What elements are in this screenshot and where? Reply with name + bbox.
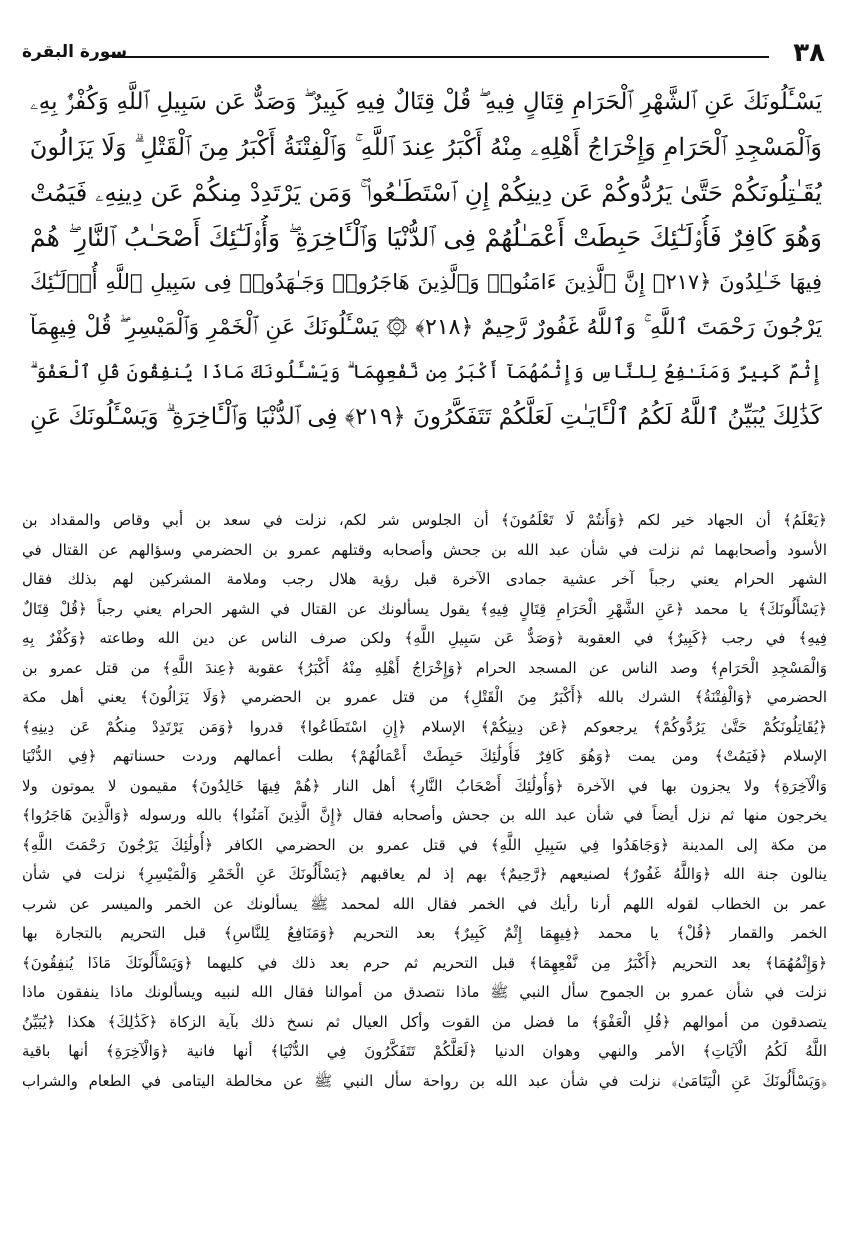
page-number: ٣٨ — [793, 38, 825, 68]
tafsir-line: الشهر الحرام يعني رجباً آخر عشية جمادى الآخرة قبل رؤية هلال رجب وملامة المشركين لهم بذلك فقال — [22, 570, 827, 588]
quran-line: إِثْمٌ كَبِيرٌ وَمَنَـٰفِعُ لِلنَّاسِ وَإِثْمُهُمَآ أَكْبَرُ مِن نَّفْعِهِمَا ۗ وَيَسْـَٔلُونَكَ مَاذَا يُنفِقُونَ قُلِ ٱلْعَفْوَ ۗ — [30, 361, 822, 383]
tafsir-line: ﴿يَعْلَمُ﴾ أن الجهاد خير لكم ﴿وَأَنتُمْ لَا تَعْلَمُونَ﴾ أن الجلوس شر لكم، نزلت في سعد بن أبي وقاص والمقداد بن — [22, 511, 827, 529]
tafsir-line: الأسود وأصحابهما ثم نزلت في شأن عبد الله بن جحش وأصحابه وقتلهم عمرو بن الحضرمي وسؤالهم عن القتال في — [22, 540, 827, 559]
tafsir-line: عمر بن الخطاب لقوله اللهم أرنا رأيك في الخمر فقال الله لمحمد ﷺ يسألونك عن الخمر والميسر عن شرب — [22, 894, 827, 913]
header-rule — [112, 56, 769, 58]
tafsir-line: وَالْآخِرَةِ﴾ ولا يجزون بها في الآخرة ﴿وَأُولَٰئِكَ أَصْحَابُ النَّارِ﴾ أهل النار ﴿هُمْ فِيهَا خَالِدُونَ﴾ مقيمون لا يموتون ولا — [22, 776, 827, 795]
quran-line: وَٱلْمَسْجِدِ ٱلْحَرَامِ وَإِخْرَاجُ أَهْلِهِۦ مِنْهُ أَكْبَرُ عِندَ ٱللَّهِ ۚ وَٱلْفِتْنَةُ أَكْبَرُ مِنَ ٱلْقَتْلِ ۗ وَلَا يَزَالُونَ — [30, 133, 822, 161]
tafsir-line: ﴿وَإِثْمُهُمَا﴾ بعد التحريم ﴿أَكْبَرُ مِن نَّفْعِهِمَا﴾ قبل التحريم ثم حرم بعد ذلك في كليهما ﴿وَيَسْأَلُونَكَ مَاذَا يُنفِقُونَ﴾ — [22, 953, 827, 972]
quran-line: يَرْجُونَ رَحْمَتَ ٱللَّهِ ۚ وَٱللَّهُ غَفُورٌ رَّحِيمٌ ﴿٢١٨﴾ ۞ يَسْـَٔلُونَكَ عَنِ ٱلْخَمْرِ وَٱلْمَيْسِرِ ۖ قُلْ فِيهِمَآ — [30, 315, 822, 340]
tafsir-line: وَالْمَسْجِدِ الْحَرَامِ﴾ وصد الناس عن المسجد الحرام ﴿وَإِخْرَاجُ أَهْلِهِ مِنْهُ أَكْبَرُ﴾ عقوبة ﴿عِندَ اللَّهِ﴾ من قتل عمرو بن — [22, 658, 827, 677]
tafsir-line: من مكة إلى المدينة ﴿وَجَاهَدُوا فِي سَبِيلِ اللَّهِ﴾ في قتل عمرو بن الحضرمي الكافر ﴿أُولَٰئِكَ يَرْجُونَ رَحْمَتَ اللَّهِ﴾ — [22, 835, 827, 854]
quran-text-block — [30, 80, 822, 480]
tafsir-line: اللَّهُ لَكُمُ الْآيَاتِ﴾ الأمر والنهي وهوان الدنيا ﴿لَعَلَّكُمْ تَتَفَكَّرُونَ فِي الدُّنْيَا﴾ أنها فانية ﴿وَالْآخِرَةِ﴾ أنها باقية — [22, 1042, 827, 1060]
tafsir-line: ينالون جنة الله ﴿وَاللَّهُ غَفُورٌ﴾ لصنيعهم ﴿رَّحِيمٌ﴾ بهم إذ لم يعاقبهم ﴿يَسْأَلُونَكَ عَنِ الْخَمْرِ وَالْمَيْسِرِ﴾ نزلت في شأن — [22, 865, 827, 883]
tafsir-line: الإسلام ﴿فَيَمُتْ﴾ ومن يمت ﴿وَهُوَ كَافِرٌ فَأُولَٰئِكَ حَبِطَتْ أَعْمَالُهُمْ﴾ بطلت أعمالهم وردت حسناتهم ﴿فِي الدُّنْيَا — [22, 747, 827, 765]
tafsir-line: ﴿يَسْأَلُونَكَ﴾ يا محمد ﴿عَنِ الشَّهْرِ الْحَرَامِ قِتَالٍ فِيهِ﴾ يقول يسألونك عن القتال في الشهر الحرام يعني رجباً ﴿قُلْ قِتَالٌ — [22, 599, 827, 618]
surah-name: سورة البقرة — [22, 42, 128, 62]
tafsir-text-block — [22, 506, 827, 1226]
page-header — [0, 36, 849, 76]
tafsir-line: يتصدقون من أموالهم ﴿قُلِ الْعَفْوَ﴾ ما فضل من القوت وأكل العيال ثم نسخ ذلك بآية الزكاة ﴿كَذَٰلِكَ﴾ هكذا ﴿يُبَيِّنُ — [22, 1012, 827, 1031]
quran-line: وَهُوَ كَافِرٌ فَأُو۟لَـٰٓئِكَ حَبِطَتْ أَعْمَـٰلُهُمْ فِى ٱلدُّنْيَا وَٱلْـَٔاخِرَةِ ۖ وَأُو۟لَـٰٓئِكَ أَصْحَـٰبُ ٱلنَّارِ ۖ هُمْ — [30, 223, 822, 252]
tafsir-line: الحضرمي ﴿وَالْفِتْنَةُ﴾ الشرك بالله ﴿أَكْبَرُ مِنَ الْقَتْلِ﴾ من قتل عمرو بن الحضرمي ﴿وَلَا يَزَالُونَ﴾ يعني أهل مكة — [22, 688, 827, 706]
tafsir-line: يخرجون منها ثم نزل أيضاً في شأن عبد الله بن جحش وأصحابه فقال ﴿إِنَّ الَّذِينَ آمَنُوا﴾ بالله ورسوله ﴿وَالَّذِينَ هَاجَرُوا﴾ — [22, 806, 827, 824]
tafsir-line: نزلت في شأن عمرو بن الجموح سأل النبي ﷺ ماذا نتصدق من أموالنا فقال الله لنبيه ويسألونك ماذا ينفقون ماذا — [22, 983, 827, 1001]
quran-line: يُقَـٰتِلُونَكُمْ حَتَّىٰ يَرُدُّوكُمْ عَن دِينِكُمْ إِنِ ٱسْتَطَـٰعُوا۟ ۚ وَمَن يَرْتَدِدْ مِنكُمْ عَن دِينِهِۦ فَيَمُتْ — [30, 178, 822, 207]
tafsir-line: ﴿وَيَسْأَلُونَكَ عَنِ الْيَتَامَىٰ﴾ نزلت في شأن عبد الله بن رواحة سأل النبي ﷺ عن مخالطة اليتامى في الطعام والشراب — [22, 1071, 827, 1090]
quran-line: يَسْـَٔلُونَكَ عَنِ ٱلشَّهْرِ ٱلْحَرَامِ قِتَالٍ فِيهِ ۖ قُلْ قِتَالٌ فِيهِ كَبِيرٌ ۖ وَصَدٌّ عَن سَبِيلِ ٱللَّهِ وَكُفْرٌۢ بِهِۦ — [30, 89, 822, 115]
tafsir-line: ﴿يُقَاتِلُونَكُمْ حَتَّىٰ يَرُدُّوكُمْ﴾ يرجعوكم ﴿عَن دِينِكُمْ﴾ الإسلام ﴿إِنِ اسْتَطَاعُوا﴾ قدروا ﴿وَمَن يَرْتَدِدْ مِنكُمْ عَن دِينِهِ﴾ — [22, 717, 827, 736]
quran-line: كَذَٰلِكَ يُبَيِّنُ ٱللَّهُ لَكُمُ ٱلْـَٔايَـٰتِ لَعَلَّكُمْ تَتَفَكَّرُونَ ﴿٢١٩﴾ فِى ٱلدُّنْيَا وَٱلْـَٔاخِرَةِ ۗ وَيَسْـَٔلُونَكَ عَنِ — [30, 404, 822, 430]
quran-line: فِيهَا خَـٰلِدُونَ ﴿٢١٧﴾ إِنَّ ٱلَّذِينَ ءَامَنُوا۟ وَٱلَّذِينَ هَاجَرُوا۟ وَجَـٰهَدُوا۟ فِى سَبِيلِ ٱللَّهِ أُو۟لَـٰٓئِكَ — [30, 270, 822, 294]
tafsir-line: فِيهِ﴾ في رجب ﴿كَبِيرٌ﴾ في العقوبة ﴿وَصَدٌّ عَن سَبِيلِ اللَّهِ﴾ ولكن صرف الناس عن دين الله وطاعته ﴿وَكُفْرٌ بِهِ — [22, 629, 827, 647]
tafsir-line: الخمر والقمار ﴿قُلْ﴾ يا محمد ﴿فِيهِمَا إِثْمٌ كَبِيرٌ﴾ بعد التحريم ﴿وَمَنَافِعُ لِلنَّاسِ﴾ قبل التحريم بالتجارة بها — [22, 924, 827, 942]
